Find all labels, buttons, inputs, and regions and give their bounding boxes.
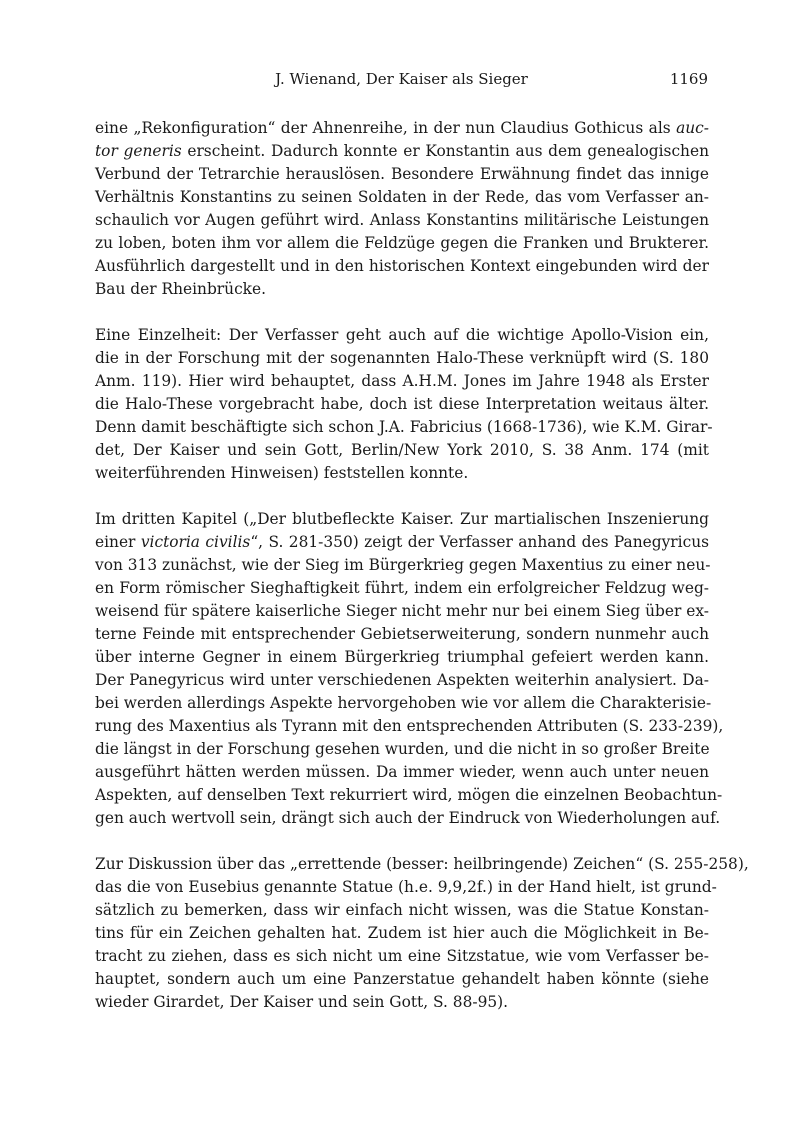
text-run: “, S. 281-350) zeigt der Verfasser anhand des Panegyricus [250, 533, 710, 551]
text-run: Der Panegyricus wird unter verschiedenen Aspekten weiterhin analysiert. Da- [95, 671, 709, 689]
text-run: Anm. 119). Hier wird behauptet, dass A.H.M. Jones im Jahre 1948 als Erster [95, 372, 709, 390]
text-line [95, 347, 709, 370]
text-line [95, 508, 709, 531]
text-line [95, 623, 709, 646]
text-run: Im dritten Kapitel („Der blutbefleckte Kaiser. Zur martialischen Inszenierung [95, 510, 709, 528]
text-run: rung des Maxentius als Tyrann mit den entsprechenden Attributen (S. 233-239), [95, 717, 724, 735]
text-run: über interne Gegner in einem Bürgerkrieg triumphal gefeiert werden kann. [95, 648, 709, 666]
text-run: Bau der Rheinbrücke. [95, 280, 267, 298]
paragraph [95, 508, 724, 830]
text-line [95, 876, 717, 899]
body-text [95, 117, 749, 1037]
text-run: terne Feinde mit entsprechender Gebietserweiterung, sondern nunmehr auch [95, 625, 709, 643]
text-run: die Halo-These vorgebracht habe, doch ist diese Interpretation weitaus älter. [95, 395, 709, 413]
text-run: en Form römischer Sieghaftigkeit führt, indem ein erfolgreicher Feldzug weg- [95, 579, 709, 597]
text-run: weisend für spätere kaiserliche Sieger nicht mehr nur bei einem Sieg über ex- [95, 602, 709, 620]
text-run: Eine Einzelheit: Der Verfasser geht auch auf die wichtige Apollo-Vision ein, [95, 326, 709, 344]
text-line [95, 186, 709, 209]
text-line [95, 462, 709, 485]
text-run: Verhältnis Konstantins zu seinen Soldaten in der Rede, das vom Verfasser an- [95, 188, 709, 206]
italic-text: auc- [676, 119, 709, 137]
text-run: tins für ein Zeichen gehalten hat. Zudem ist hier auch die Möglichkeit in Be- [95, 924, 709, 942]
text-line [95, 209, 709, 232]
text-line [95, 393, 709, 416]
text-line [95, 784, 723, 807]
text-line [95, 439, 709, 462]
text-line [95, 416, 713, 439]
text-run: Ausführlich dargestellt und in den historischen Kontext eingebunden wird der [95, 257, 709, 275]
text-run: det, Der Kaiser und sein Gott, Berlin/New York 2010, S. 38 Anm. 174 (mit [95, 441, 709, 459]
text-run: Zur Diskussion über das „errettende (besser: heilbringende) Zeichen“ (S. 255-258), [95, 855, 749, 873]
text-line [95, 324, 709, 347]
text-line [95, 140, 709, 163]
text-line [95, 853, 749, 876]
text-line [95, 163, 709, 186]
text-run: wieder Girardet, Der Kaiser und sein Gott, S. 88-95). [95, 993, 509, 1011]
italic-text: tor generis [95, 142, 182, 160]
text-run: ausgeführt hätten werden müssen. Da immer wieder, wenn auch unter neuen [95, 763, 709, 781]
running-title: J. Wienand, Der Kaiser als Sieger [275, 70, 528, 88]
text-line [95, 531, 709, 554]
text-run: schaulich vor Augen geführt wird. Anlass Konstantins militärische Leistungen [95, 211, 709, 229]
text-line [95, 646, 709, 669]
text-run: hauptet, sondern auch um eine Panzerstatue gehandelt haben könnte (siehe [95, 970, 709, 988]
text-run: erscheint. Dadurch konnte er Konstantin aus dem genealogischen [181, 142, 709, 160]
text-run: Denn damit beschäftigte sich schon J.A. Fabricius (1668-1736), wie K.M. Girar- [95, 418, 713, 436]
text-line [95, 945, 709, 968]
text-line [95, 761, 709, 784]
text-line [95, 669, 709, 692]
text-run: das die von Eusebius genannte Statue (h.e. 9,9,2f.) in der Hand hielt, ist grund- [95, 878, 717, 896]
text-line [95, 232, 709, 255]
text-line [95, 692, 712, 715]
text-run: gen auch wertvoll sein, drängt sich auch der Eindruck von Wiederholungen auf. [95, 809, 721, 827]
text-line [95, 922, 709, 945]
text-line [95, 554, 709, 577]
text-line [95, 738, 709, 761]
text-run: zu loben, boten ihm vor allem die Feldzüge gegen die Franken und Brukterer. [95, 234, 709, 252]
text-line [95, 715, 724, 738]
page-number: 1169 [669, 70, 708, 88]
text-line [95, 117, 709, 140]
text-line [95, 370, 709, 393]
text-line [95, 600, 709, 623]
running-header [95, 70, 708, 92]
text-run: bei werden allerdings Aspekte hervorgehoben wie vor allem die Charakterisie- [95, 694, 712, 712]
paragraph [95, 853, 749, 1014]
text-run: die längst in der Forschung gesehen wurden, und die nicht in so großer Breite [95, 740, 710, 758]
text-line [95, 991, 709, 1014]
text-run: sätzlich zu bemerken, dass wir einfach nicht wissen, was die Statue Konstan- [95, 901, 709, 919]
text-line [95, 577, 709, 600]
text-line [95, 255, 709, 278]
text-run: tracht zu ziehen, dass es sich nicht um eine Sitzstatue, wie vom Verfasser be- [95, 947, 709, 965]
text-run: einer [95, 533, 141, 551]
text-run: weiterführenden Hinweisen) feststellen konnte. [95, 464, 469, 482]
italic-text: victoria civilis [140, 533, 251, 551]
paragraph [95, 117, 709, 301]
text-run: Aspekten, auf denselben Text rekurriert wird, mögen die einzelnen Beobachtun- [95, 786, 723, 804]
text-line [95, 807, 721, 830]
text-line [95, 278, 709, 301]
text-run: eine „Rekonfiguration“ der Ahnenreihe, in der nun Claudius Gothicus als [95, 119, 677, 137]
text-line [95, 899, 709, 922]
text-run: von 313 zunächst, wie der Sieg im Bürgerkrieg gegen Maxentius zu einer neu- [95, 556, 711, 574]
text-run: Verbund der Tetrarchie herauslösen. Besondere Erwähnung findet das innige [95, 165, 709, 183]
paragraph [95, 324, 713, 485]
text-line [95, 968, 709, 991]
text-run: die in der Forschung mit der sogenannten Halo-These verknüpft wird (S. 180 [95, 349, 709, 367]
